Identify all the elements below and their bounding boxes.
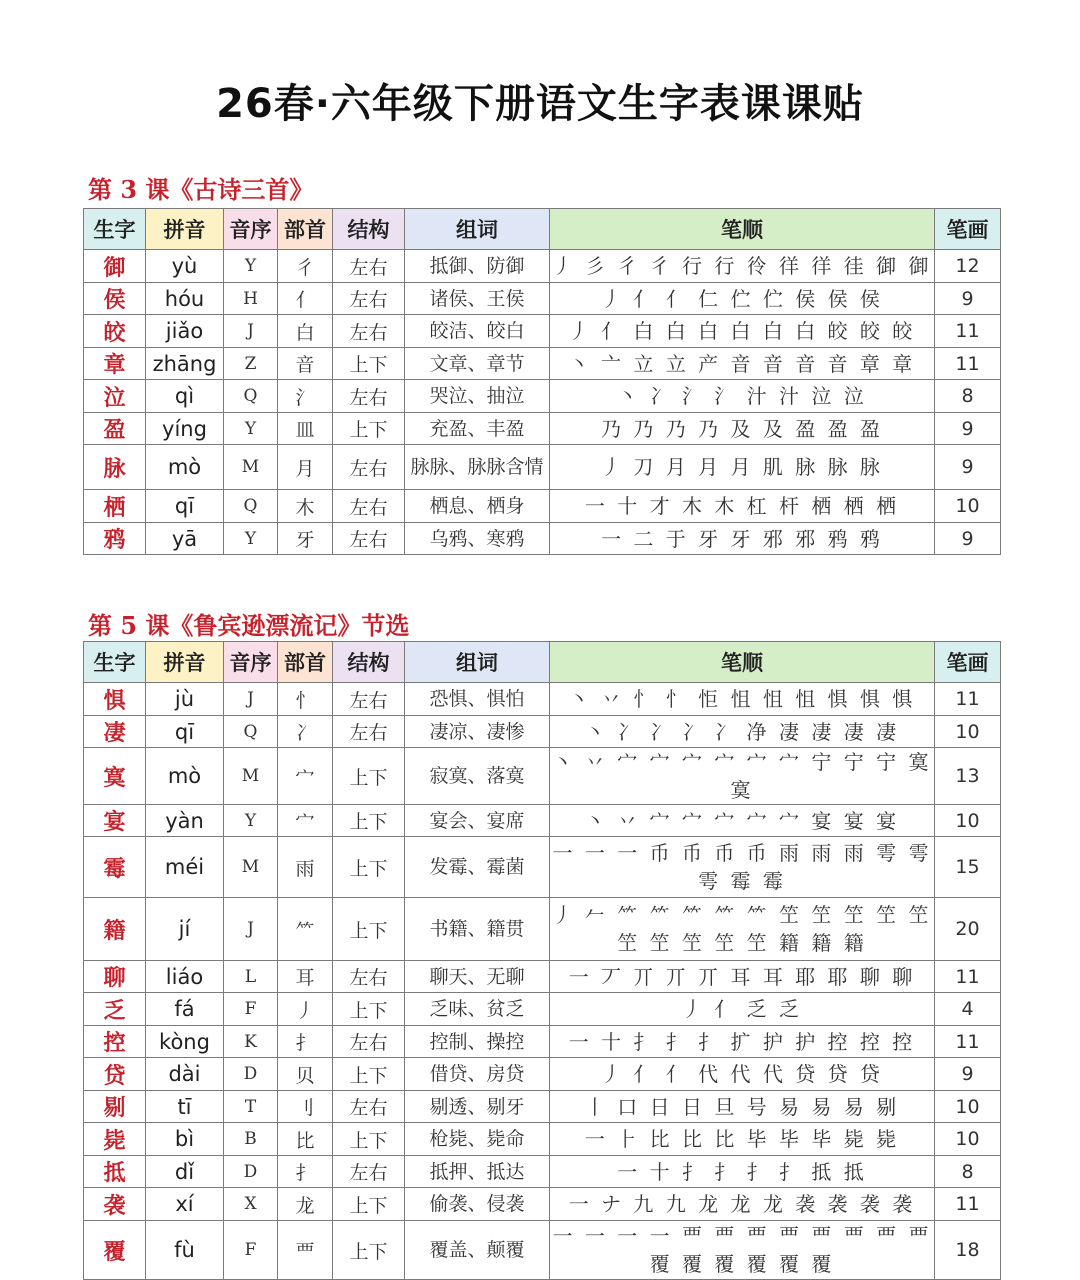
char-cell: 脉 xyxy=(84,445,146,490)
table-row xyxy=(84,993,1001,1026)
char-cell: 乏 xyxy=(84,993,146,1026)
stroke-count-cell: 11 xyxy=(935,1188,1001,1221)
words-cell: 哭泣、抽泣 xyxy=(405,380,550,413)
header-order: 音序 xyxy=(224,642,278,683)
structure-cell: 左右 xyxy=(333,523,405,555)
radical-cell: 宀 xyxy=(278,748,333,805)
char-cell: 控 xyxy=(84,1026,146,1058)
pinyin-cell: zhāng xyxy=(146,348,224,380)
char-cell: 盈 xyxy=(84,413,146,445)
stroke-count-cell: 4 xyxy=(935,993,1001,1026)
stroke-count-cell: 12 xyxy=(935,250,1001,283)
words-cell: 诸侯、王侯 xyxy=(405,283,550,315)
header-words: 组词 xyxy=(405,209,550,250)
words-cell: 乏味、贫乏 xyxy=(405,993,550,1026)
words-cell: 书籍、籍贯 xyxy=(405,898,550,961)
pinyin-cell: yíng xyxy=(146,413,224,445)
stroke-count-cell: 10 xyxy=(935,1091,1001,1123)
order-cell: T xyxy=(224,1091,278,1123)
stroke-order-cell: 丿 彡 彳 彳 行 行 彾 徉 徉 徍 御 御 xyxy=(550,250,935,283)
lesson-3-table xyxy=(83,208,1001,555)
order-cell: X xyxy=(224,1188,278,1221)
table-row xyxy=(84,1026,1001,1058)
stroke-order-cell: 一 ナ 九 九 龙 龙 龙 袭 袭 袭 袭 xyxy=(550,1188,935,1221)
radical-cell: 亻 xyxy=(278,283,333,315)
words-cell: 凄凉、凄惨 xyxy=(405,716,550,748)
stroke-order-cell: 一 二 于 牙 牙 邪 邪 鸦 鸦 xyxy=(550,523,935,555)
char-cell: 章 xyxy=(84,348,146,380)
table-row xyxy=(84,898,1001,961)
header-char: 生字 xyxy=(84,209,146,250)
header-strokes: 笔画 xyxy=(935,642,1001,683)
structure-cell: 上下 xyxy=(333,993,405,1026)
stroke-count-cell: 11 xyxy=(935,348,1001,380)
words-cell: 恐惧、惧怕 xyxy=(405,683,550,716)
pinyin-cell: hóu xyxy=(146,283,224,315)
table-row xyxy=(84,683,1001,716)
words-cell: 偷袭、侵袭 xyxy=(405,1188,550,1221)
pinyin-cell: qì xyxy=(146,380,224,413)
char-cell: 栖 xyxy=(84,490,146,523)
char-cell: 霉 xyxy=(84,837,146,898)
stroke-order-cell: 丿 亻 亻 仁 伫 伫 侯 侯 侯 xyxy=(550,283,935,315)
char-cell: 寞 xyxy=(84,748,146,805)
structure-cell: 上下 xyxy=(333,1221,405,1280)
structure-cell: 左右 xyxy=(333,250,405,283)
table-row xyxy=(84,961,1001,993)
table-row xyxy=(84,348,1001,380)
order-cell: Q xyxy=(224,380,278,413)
char-cell: 泣 xyxy=(84,380,146,413)
order-cell: Y xyxy=(224,413,278,445)
pinyin-cell: jiǎo xyxy=(146,315,224,348)
table-row xyxy=(84,250,1001,283)
stroke-order-cell: 丶 丷 宀 宀 宀 宀 宀 宀 宁 宁 宁 寞 寞 xyxy=(550,748,935,805)
order-cell: Q xyxy=(224,716,278,748)
pinyin-cell: qī xyxy=(146,490,224,523)
structure-cell: 上下 xyxy=(333,748,405,805)
header-stroke-order: 笔顺 xyxy=(550,209,935,250)
order-cell: Y xyxy=(224,805,278,837)
stroke-count-cell: 11 xyxy=(935,961,1001,993)
order-cell: H xyxy=(224,283,278,315)
stroke-order-cell: 丿 亻 乏 乏 xyxy=(550,993,935,1026)
order-cell: K xyxy=(224,1026,278,1058)
table-row xyxy=(84,523,1001,555)
char-cell: 剔 xyxy=(84,1091,146,1123)
stroke-count-cell: 11 xyxy=(935,683,1001,716)
structure-cell: 左右 xyxy=(333,490,405,523)
radical-cell: 丿 xyxy=(278,993,333,1026)
table-header-row xyxy=(84,209,1001,250)
order-cell: Y xyxy=(224,250,278,283)
table-row xyxy=(84,490,1001,523)
pinyin-cell: bì xyxy=(146,1123,224,1156)
char-cell: 抵 xyxy=(84,1156,146,1188)
structure-cell: 左右 xyxy=(333,283,405,315)
order-cell: Y xyxy=(224,523,278,555)
pinyin-cell: mò xyxy=(146,445,224,490)
table-row xyxy=(84,1156,1001,1188)
stroke-order-cell: 一 十 扌 扌 扌 扌 抵 抵 xyxy=(550,1156,935,1188)
pinyin-cell: qī xyxy=(146,716,224,748)
words-cell: 宴会、宴席 xyxy=(405,805,550,837)
header-radical: 部首 xyxy=(278,642,333,683)
pinyin-cell: yù xyxy=(146,250,224,283)
words-cell: 脉脉、脉脉含情 xyxy=(405,445,550,490)
stroke-count-cell: 8 xyxy=(935,380,1001,413)
table-row xyxy=(84,1123,1001,1156)
radical-cell: ⺮ xyxy=(278,898,333,961)
table-row xyxy=(84,1058,1001,1091)
header-structure: 结构 xyxy=(333,209,405,250)
header-order: 音序 xyxy=(224,209,278,250)
radical-cell: 冫 xyxy=(278,716,333,748)
header-pinyin: 拼音 xyxy=(146,642,224,683)
table-row xyxy=(84,380,1001,413)
radical-cell: 扌 xyxy=(278,1026,333,1058)
stroke-count-cell: 8 xyxy=(935,1156,1001,1188)
radical-cell: 雨 xyxy=(278,837,333,898)
header-stroke-order: 笔顺 xyxy=(550,642,935,683)
words-cell: 皎洁、皎白 xyxy=(405,315,550,348)
words-cell: 乌鸦、寒鸦 xyxy=(405,523,550,555)
radical-cell: 音 xyxy=(278,348,333,380)
char-cell: 惧 xyxy=(84,683,146,716)
radical-cell: 牙 xyxy=(278,523,333,555)
stroke-count-cell: 9 xyxy=(935,413,1001,445)
header-words: 组词 xyxy=(405,642,550,683)
char-cell: 鸦 xyxy=(84,523,146,555)
stroke-count-cell: 9 xyxy=(935,283,1001,315)
stroke-order-cell: 丿 刀 月 月 月 肌 脉 脉 脉 xyxy=(550,445,935,490)
radical-cell: 彳 xyxy=(278,250,333,283)
pinyin-cell: jí xyxy=(146,898,224,961)
lesson-5-heading: 第 5 课《鲁宾逊漂流记》节选 xyxy=(88,611,410,640)
radical-cell: 氵 xyxy=(278,380,333,413)
order-cell: D xyxy=(224,1058,278,1091)
structure-cell: 上下 xyxy=(333,898,405,961)
order-cell: L xyxy=(224,961,278,993)
structure-cell: 左右 xyxy=(333,380,405,413)
table-row xyxy=(84,1188,1001,1221)
words-cell: 覆盖、颠覆 xyxy=(405,1221,550,1280)
pinyin-cell: méi xyxy=(146,837,224,898)
radical-cell: 忄 xyxy=(278,683,333,716)
char-cell: 袭 xyxy=(84,1188,146,1221)
stroke-order-cell: 一 一 一 币 币 币 币 雨 雨 雨 雩 雩 雩 霉 霉 xyxy=(550,837,935,898)
structure-cell: 上下 xyxy=(333,1188,405,1221)
structure-cell: 左右 xyxy=(333,315,405,348)
pinyin-cell: liáo xyxy=(146,961,224,993)
pinyin-cell: kòng xyxy=(146,1026,224,1058)
radical-cell: 木 xyxy=(278,490,333,523)
words-cell: 抵御、防御 xyxy=(405,250,550,283)
char-cell: 宴 xyxy=(84,805,146,837)
header-pinyin: 拼音 xyxy=(146,209,224,250)
order-cell: M xyxy=(224,748,278,805)
order-cell: M xyxy=(224,445,278,490)
words-cell: 抵押、抵达 xyxy=(405,1156,550,1188)
order-cell: J xyxy=(224,683,278,716)
structure-cell: 上下 xyxy=(333,1123,405,1156)
stroke-order-cell: 一 十 扌 扌 扌 扩 护 护 控 控 控 xyxy=(550,1026,935,1058)
order-cell: Q xyxy=(224,490,278,523)
stroke-order-cell: 乃 乃 乃 乃 及 及 盈 盈 盈 xyxy=(550,413,935,445)
stroke-order-cell: 丶 亠 立 立 产 音 音 音 音 章 章 xyxy=(550,348,935,380)
words-cell: 发霉、霉菌 xyxy=(405,837,550,898)
stroke-order-cell: 丶 冫 冫 冫 冫 净 凄 凄 凄 凄 xyxy=(550,716,935,748)
stroke-order-cell: 丿 亻 亻 代 代 代 贷 贷 贷 xyxy=(550,1058,935,1091)
structure-cell: 左右 xyxy=(333,1026,405,1058)
radical-cell: 龙 xyxy=(278,1188,333,1221)
words-cell: 寂寞、落寞 xyxy=(405,748,550,805)
pinyin-cell: jù xyxy=(146,683,224,716)
order-cell: J xyxy=(224,315,278,348)
words-cell: 控制、操控 xyxy=(405,1026,550,1058)
lesson-5-table xyxy=(83,641,1001,1280)
words-cell: 充盈、丰盈 xyxy=(405,413,550,445)
pinyin-cell: tī xyxy=(146,1091,224,1123)
stroke-count-cell: 10 xyxy=(935,1123,1001,1156)
order-cell: B xyxy=(224,1123,278,1156)
table-row xyxy=(84,1091,1001,1123)
stroke-order-cell: 一 ⺊ 比 比 比 毕 毕 毕 毙 毙 xyxy=(550,1123,935,1156)
pinyin-cell: xí xyxy=(146,1188,224,1221)
structure-cell: 左右 xyxy=(333,716,405,748)
structure-cell: 左右 xyxy=(333,961,405,993)
stroke-order-cell: 一 十 才 木 木 杠 杆 栖 栖 栖 xyxy=(550,490,935,523)
stroke-count-cell: 20 xyxy=(935,898,1001,961)
table-header-row xyxy=(84,642,1001,683)
structure-cell: 上下 xyxy=(333,805,405,837)
table-row xyxy=(84,283,1001,315)
words-cell: 聊天、无聊 xyxy=(405,961,550,993)
pinyin-cell: dǐ xyxy=(146,1156,224,1188)
char-cell: 皎 xyxy=(84,315,146,348)
pinyin-cell: fù xyxy=(146,1221,224,1280)
order-cell: D xyxy=(224,1156,278,1188)
stroke-order-cell: 丶 丷 宀 宀 宀 宀 宀 宴 宴 宴 xyxy=(550,805,935,837)
header-strokes: 笔画 xyxy=(935,209,1001,250)
words-cell: 文章、章节 xyxy=(405,348,550,380)
words-cell: 借贷、房贷 xyxy=(405,1058,550,1091)
pinyin-cell: yā xyxy=(146,523,224,555)
char-cell: 侯 xyxy=(84,283,146,315)
char-cell: 覆 xyxy=(84,1221,146,1280)
order-cell: F xyxy=(224,993,278,1026)
radical-cell: 比 xyxy=(278,1123,333,1156)
radical-cell: 月 xyxy=(278,445,333,490)
table-row xyxy=(84,315,1001,348)
radical-cell: 贝 xyxy=(278,1058,333,1091)
radical-cell: 白 xyxy=(278,315,333,348)
stroke-count-cell: 9 xyxy=(935,523,1001,555)
words-cell: 剔透、剔牙 xyxy=(405,1091,550,1123)
radical-cell: 皿 xyxy=(278,413,333,445)
header-char: 生字 xyxy=(84,642,146,683)
stroke-order-cell: 丿 𠂉 ⺮ ⺮ ⺮ ⺮ ⺮ 笁 笁 笁 笁 笁 笁 笁 笁 笁 笁 籍 籍 籍 xyxy=(550,898,935,961)
page-title: 26春·六年级下册语文生字表课课贴 xyxy=(216,81,864,127)
pinyin-cell: mò xyxy=(146,748,224,805)
stroke-count-cell: 9 xyxy=(935,1058,1001,1091)
order-cell: M xyxy=(224,837,278,898)
header-structure: 结构 xyxy=(333,642,405,683)
structure-cell: 上下 xyxy=(333,413,405,445)
pinyin-cell: dài xyxy=(146,1058,224,1091)
stroke-count-cell: 10 xyxy=(935,716,1001,748)
char-cell: 御 xyxy=(84,250,146,283)
stroke-count-cell: 11 xyxy=(935,1026,1001,1058)
pinyin-cell: yàn xyxy=(146,805,224,837)
structure-cell: 左右 xyxy=(333,445,405,490)
words-cell: 栖息、栖身 xyxy=(405,490,550,523)
stroke-count-cell: 18 xyxy=(935,1221,1001,1280)
radical-cell: 刂 xyxy=(278,1091,333,1123)
pinyin-cell: fá xyxy=(146,993,224,1026)
stroke-count-cell: 10 xyxy=(935,805,1001,837)
radical-cell: 覀 xyxy=(278,1221,333,1280)
table-row xyxy=(84,445,1001,490)
table-row xyxy=(84,716,1001,748)
words-cell: 枪毙、毙命 xyxy=(405,1123,550,1156)
stroke-count-cell: 10 xyxy=(935,490,1001,523)
lesson-3-heading: 第 3 课《古诗三首》 xyxy=(88,175,314,204)
stroke-count-cell: 11 xyxy=(935,315,1001,348)
stroke-order-cell: 丿 亻 白 白 白 白 白 白 皎 皎 皎 xyxy=(550,315,935,348)
char-cell: 籍 xyxy=(84,898,146,961)
radical-cell: 宀 xyxy=(278,805,333,837)
stroke-order-cell: 一 一 一 一 覀 覀 覀 覀 覀 覀 覀 覀 覆 覆 覆 覆 覆 覆 xyxy=(550,1221,935,1280)
stroke-order-cell: 丶 冫 氵 氵 汁 汁 泣 泣 xyxy=(550,380,935,413)
char-cell: 凄 xyxy=(84,716,146,748)
stroke-order-cell: 丨 口 日 日 旦 号 易 易 易 剔 xyxy=(550,1091,935,1123)
radical-cell: 扌 xyxy=(278,1156,333,1188)
header-radical: 部首 xyxy=(278,209,333,250)
radical-cell: 耳 xyxy=(278,961,333,993)
order-cell: J xyxy=(224,898,278,961)
stroke-order-cell: 丶 丷 忄 忄 怇 怚 怚 怚 惧 惧 惧 xyxy=(550,683,935,716)
stroke-count-cell: 9 xyxy=(935,445,1001,490)
order-cell: F xyxy=(224,1221,278,1280)
structure-cell: 左右 xyxy=(333,683,405,716)
stroke-order-cell: 一 丆 丌 丌 丌 耳 耳 耶 耶 聊 聊 xyxy=(550,961,935,993)
structure-cell: 上下 xyxy=(333,1058,405,1091)
table-row xyxy=(84,837,1001,898)
stroke-count-cell: 15 xyxy=(935,837,1001,898)
table-row xyxy=(84,805,1001,837)
order-cell: Z xyxy=(224,348,278,380)
table-row xyxy=(84,748,1001,805)
structure-cell: 左右 xyxy=(333,1091,405,1123)
table-row xyxy=(84,1221,1001,1280)
char-cell: 毙 xyxy=(84,1123,146,1156)
structure-cell: 上下 xyxy=(333,348,405,380)
table-row xyxy=(84,413,1001,445)
structure-cell: 左右 xyxy=(333,1156,405,1188)
char-cell: 贷 xyxy=(84,1058,146,1091)
char-cell: 聊 xyxy=(84,961,146,993)
structure-cell: 上下 xyxy=(333,837,405,898)
stroke-count-cell: 13 xyxy=(935,748,1001,805)
